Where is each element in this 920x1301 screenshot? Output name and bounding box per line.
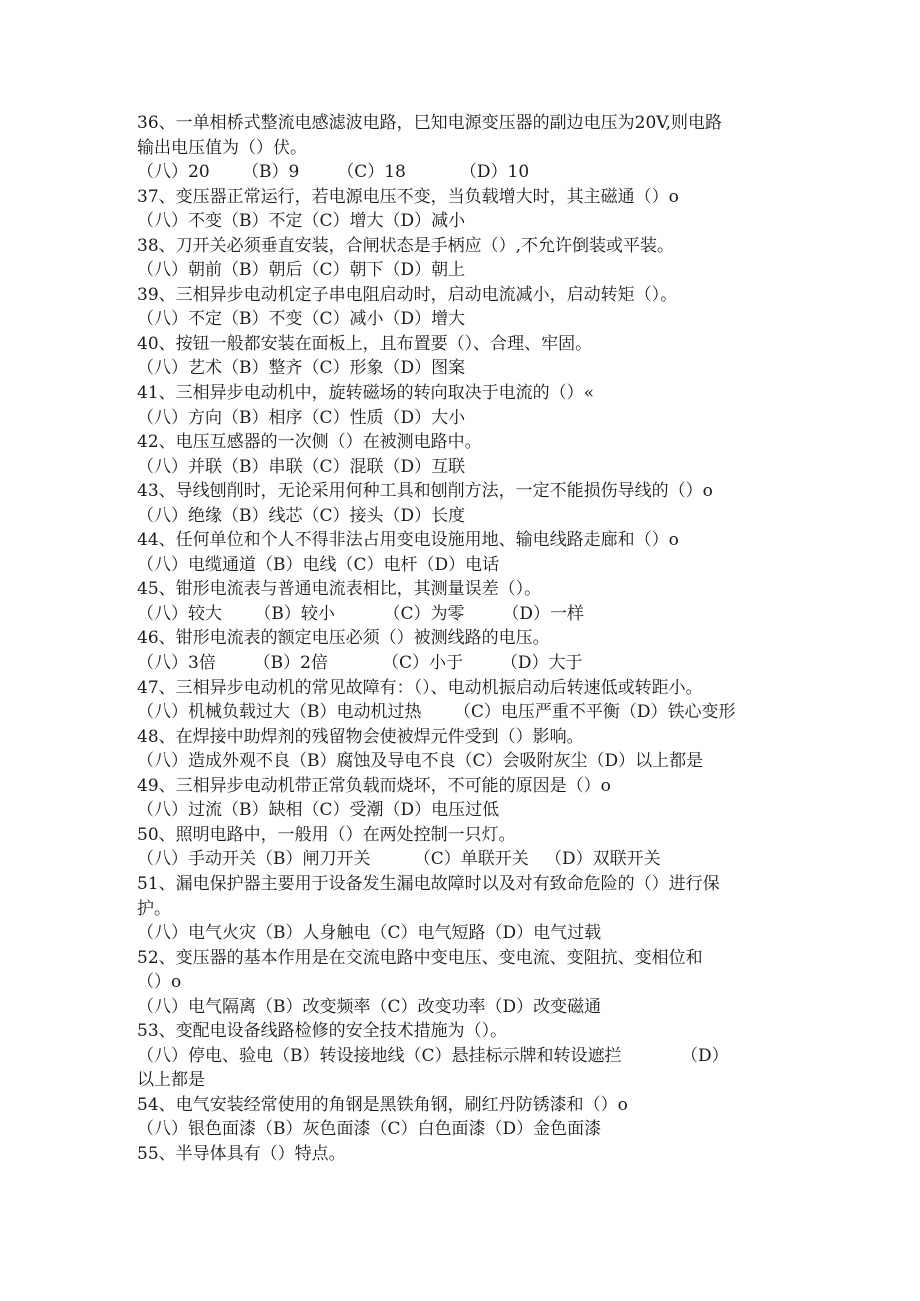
- text-line: 54、电气安装经常使用的角钢是黑铁角钢，刷红丹防锈漆和（）o: [137, 1094, 628, 1115]
- text-line: 以上都是: [137, 1070, 205, 1091]
- text-line: 50、照明电路中，一般用（）在两处控制一只灯。: [137, 824, 516, 845]
- text-line: 53、变配电设备线路检修的安全技术措施为（）。: [137, 1021, 508, 1042]
- text-line: （八）20 （B）9 （C）18 （D）10: [137, 162, 530, 183]
- text-line: 36、一单相桥式整流电感滤波电路，巳知电源变压器的副边电压为20V,则电路: [137, 113, 722, 133]
- text-line: 42、电压互感器的一次侧（）在被测电路中。: [137, 432, 482, 453]
- text-line: （八）电缆通道（B）电线（C）电杆（D）电话: [137, 554, 500, 575]
- text-line: （八）朝前（B）朝后（C）朝下（D）朝上: [137, 260, 466, 281]
- text-line: 37、变压器正常运行，若电源电压不变，当负载增大时，其主磁通（）o: [137, 186, 679, 207]
- text-line: （八）停电、验电（B）转设接地线（C）悬挂标示牌和转设遮拦 （D）: [137, 1045, 729, 1066]
- text-line: （八）电气隔离（B）改变频率（C）改变功率（D）改变磁通: [137, 996, 602, 1017]
- text-line: （八）不变（B）不定（C）增大（D）减小: [137, 211, 466, 232]
- text-line: 41、三相异步电动机中，旋转磁场的转向取决于电流的（）«: [137, 383, 595, 404]
- text-line: （八）电气火灾（B）人身触电（C）电气短路（D）电气过载: [137, 923, 602, 944]
- text-line: （八）不定（B）不变（C）减小（D）增大: [137, 309, 466, 330]
- text-line: 护。: [137, 898, 171, 919]
- text-line: （八）过流（B）缺相（C）受潮（D）电压过低: [137, 800, 500, 821]
- text-line: （八）较大 （B）较小 （C）为零 （D）一样: [137, 603, 585, 624]
- text-line: 55、半导体具有（）特点。: [137, 1143, 346, 1164]
- text-line: （八）造成外观不良（B）腐蚀及导电不良（C）会吸附灰尘（D）以上都是: [137, 751, 704, 772]
- text-line: （八）3倍 （B）2倍 （C）小于 （D）大于: [137, 653, 583, 674]
- text-line: （）o: [137, 972, 182, 993]
- text-line: 40、按钮一般都安装在面板上，且布置要（）、合理、牢固。: [137, 333, 593, 354]
- text-line: 48、在焊接中助焊剂的残留物会使被焊元件受到（）影响。: [137, 726, 584, 747]
- text-line: 输出电压值为（）伏。: [137, 137, 307, 158]
- text-line: （八）机械负载过大（B）电动机过热 （C）电压严重不平衡（D）铁心变形: [137, 702, 736, 723]
- text-line: （八）绝缘（B）线芯（C）接头（D）长度: [137, 505, 466, 526]
- text-line: （八）艺术（B）整齐（C）形象（D）图案: [137, 358, 466, 379]
- text-line: 44、任何单位和个人不得非法占用变电设施用地、输电线路走廊和（）o: [137, 530, 679, 551]
- text-line: 45、钳形电流表与普通电流表相比，其测量误差（）。: [137, 579, 542, 600]
- text-line: 51、漏电保护器主要用于设备发生漏电故障时以及对有致命危险的（）进行保: [137, 873, 720, 894]
- text-line: 52、变压器的基本作用是在交流电路中变电压、变电流、变阻抗、变相位和: [137, 947, 703, 968]
- text-line: 49、三相异步电动机带正常负载而烧坏，不可能的原因是（）o: [137, 775, 611, 796]
- text-line: （八）方向（B）相序（C）性质（D）大小: [137, 407, 466, 428]
- text-line: （八）手动开关（B）闸刀开关 （C）单联开关 （D）双联开关: [137, 849, 661, 870]
- text-line: 43、导线刨削时，无论采用何种工具和刨削方法，一定不能损伤导线的（）o: [137, 481, 713, 502]
- text-line: 47、三相异步电动机的常见故障有：（）、电动机振启动后转速低或转距小。: [137, 677, 703, 698]
- question-text-block: [137, 111, 787, 1167]
- text-line: 39、三相异步电动机定子串电阻启动时，启动电流减小，启动转矩（）。: [137, 284, 678, 305]
- text-line: 46、钳形电流表的额定电压必须（）被测线路的电压。: [137, 628, 550, 649]
- text-line: （八）银色面漆（B）灰色面漆（C）白色面漆（D）金色面漆: [137, 1119, 602, 1140]
- text-line: 38、刀开关必须垂直安装，合闸状态是手柄应（）,不允许倒装或平装。: [137, 235, 675, 256]
- text-line: （八）并联（B）串联（C）混联（D）互联: [137, 456, 466, 477]
